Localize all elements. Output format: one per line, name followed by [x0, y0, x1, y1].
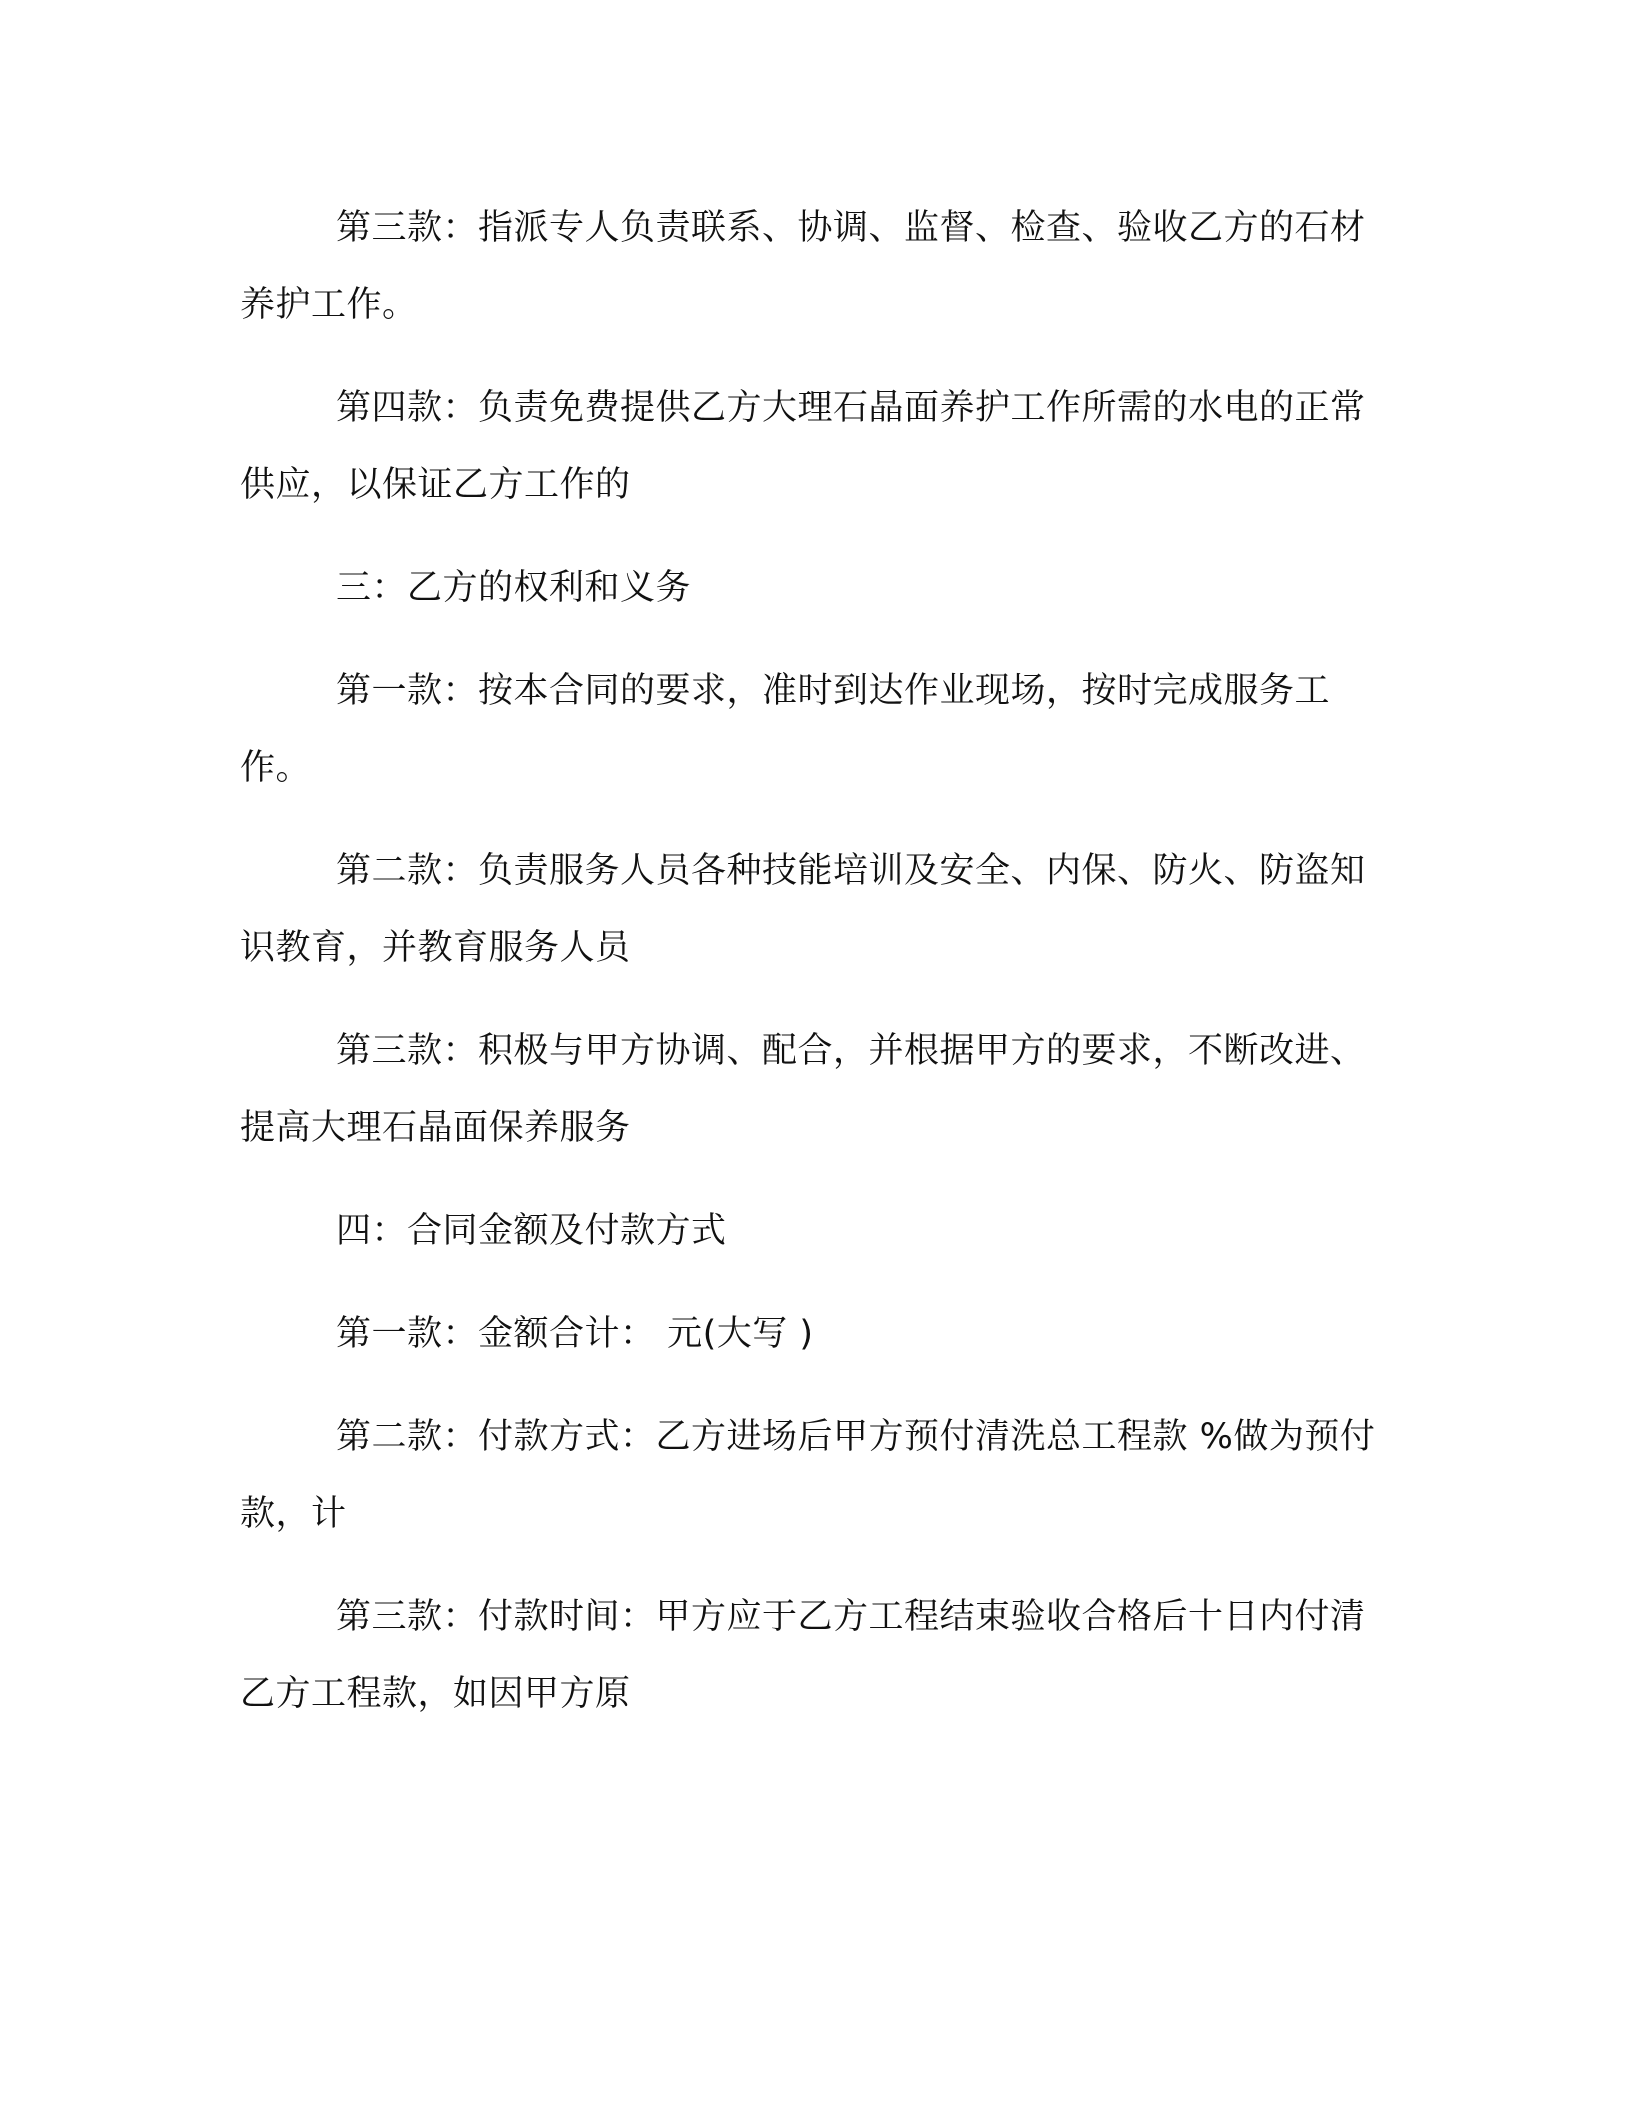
clause-paragraph: 第一款：金额合计： 元(大写 ) — [336, 1314, 814, 1354]
document-body — [240, 190, 1390, 1759]
clause-paragraph: 第三款：付款时间：甲方应于乙方工程结束验收合格后十日内付清乙方工程款，如因甲方原 — [240, 1597, 1366, 1714]
clause-paragraph: 第三款：指派专人负责联系、协调、监督、检查、验收乙方的石材养护工作。 — [240, 208, 1366, 325]
clause-paragraph: 第二款：负责服务人员各种技能培训及安全、内保、防火、防盗知识教育，并教育服务人员 — [240, 851, 1366, 968]
clause-paragraph: 第二款：付款方式：乙方进场后甲方预付清洗总工程款 %做为预付款，计 — [240, 1417, 1376, 1534]
section-heading: 三：乙方的权利和义务 — [336, 568, 692, 608]
clause-paragraph: 第一款：按本合同的要求，准时到达作业现场，按时完成服务工作。 — [240, 671, 1331, 788]
section-heading: 四：合同金额及付款方式 — [336, 1211, 727, 1251]
clause-paragraph: 第四款：负责免费提供乙方大理石晶面养护工作所需的水电的正常供应，以保证乙方工作的 — [240, 388, 1366, 505]
clause-paragraph: 第三款：积极与甲方协调、配合，并根据甲方的要求，不断改进、提高大理石晶面保养服务 — [240, 1031, 1366, 1148]
